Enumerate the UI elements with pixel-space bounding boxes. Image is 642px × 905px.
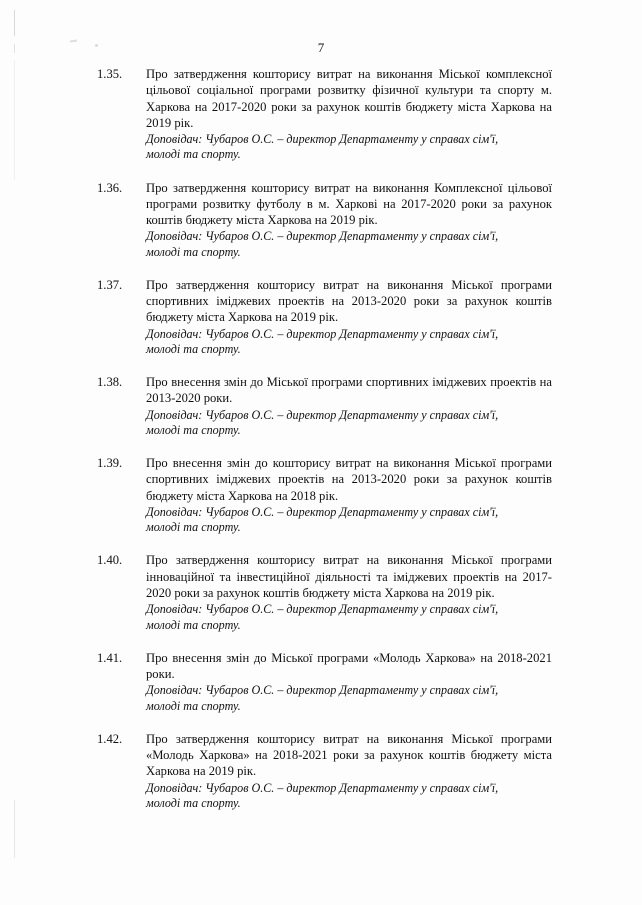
agenda-item-body [146,552,552,632]
agenda-item [97,180,552,260]
agenda-item-number: 1.36. [97,180,123,195]
speaker-line-2: молоді та спорту. [146,698,241,713]
agenda-item-number: 1.41. [97,650,123,665]
agenda-item [97,552,552,632]
agenda-item-speaker [146,781,552,811]
agenda-item [97,455,552,535]
speaker-line-1: Доповідач: Чубаров О.С. – директор Департаменту у справах сім'ї, [146,780,499,795]
speaker-line-1: Доповідач: Чубаров О.С. – директор Департаменту у справах сім'ї, [146,229,499,244]
speaker-line-1: Доповідач: Чубаров О.С. – директор Департаменту у справах сім'ї, [146,602,499,617]
agenda-item-text: Про затвердження кошторису витрат на виконання Міської програми інноваційної та інвестиційної діяльності та іміджевих проектів на 2017-2020 роки за рахунок коштів бюджету міста Харкова на 2019 рік. [146,553,552,601]
agenda-item-text: Про затвердження кошторису витрат на виконання Міської програми «Молодь Харкова» на 2018-2021 роки за рахунок коштів бюджету міста Харкова на 2019 рік. [146,731,552,779]
speaker-line-1: Доповідач: Чубаров О.С. – директор Департаменту у справах сім'ї, [146,505,499,520]
agenda-item-body [146,650,552,714]
agenda-item [97,650,552,714]
agenda-item-body [146,731,552,811]
speaker-line-1: Доповідач: Чубаров О.С. – директор Департаменту у справах сім'ї, [146,326,499,341]
agenda-item-body [146,455,552,535]
agenda-item [97,277,552,357]
agenda-item-text: Про затвердження кошторису витрат на виконання Міської комплексної цільової соціальної програми розвитку фізичної культури та спорту м. Харкова на 2017-2020 роки за рахунок коштів бюджету міста Харкова на 2019 рік. [146,67,552,130]
speaker-line-2: молоді та спорту. [146,520,241,535]
speaker-line-1: Доповідач: Чубаров О.С. – директор Департаменту у справах сім'ї, [146,407,499,422]
agenda-item-number: 1.37. [97,277,123,292]
agenda-item-body [146,277,552,357]
agenda-item-text: Про внесення змін до кошторису витрат на виконання Міської програми спортивних іміджевих проектів на 2013-2020 роки за рахунок коштів бюджету міста Харкова на 2018 рік. [146,456,552,503]
agenda-item-number: 1.40. [97,553,123,568]
speaker-line-2: молоді та спорту. [146,147,241,162]
agenda-item-speaker [146,408,552,438]
speaker-line-2: молоді та спорту. [146,244,241,259]
scan-artifact [14,800,15,858]
agenda-item-body [146,66,552,163]
agenda-item [97,66,552,163]
speaker-line-1: Доповідач: Чубаров О.С. – директор Департаменту у справах сім'ї, [146,132,499,147]
agenda-item-speaker [146,229,552,259]
agenda-item-speaker [146,602,552,632]
agenda-item-text: Про затвердження кошторису витрат на виконання Міської програми спортивних іміджевих проектів на 2013-2020 роки за рахунок коштів бюджету міста Харкова на 2019 рік. [146,277,552,325]
page-number: 7 [317,40,325,55]
agenda-item-text: Про внесення змін до Міської програми спортивних іміджевих проектів на 2013-2020 роки. [146,375,552,406]
agenda-item [97,731,552,811]
agenda-item-speaker [146,683,552,713]
agenda-item-text: Про внесення змін до Міської програми «Молодь Харкова» на 2018-2021 роки. [146,650,552,682]
agenda-item-body [146,374,552,438]
speaker-line-2: молоді та спорту. [146,422,241,437]
agenda-item-number: 1.42. [97,731,123,746]
agenda-item-speaker [146,327,552,357]
speaker-line-2: молоді та спорту. [146,341,241,356]
scan-artifact [14,10,15,36]
agenda-item-number: 1.39. [97,456,123,471]
agenda-item-number: 1.35. [97,67,123,81]
agenda-item-body [146,180,552,260]
scan-artifact [14,60,15,180]
agenda-item-text: Про затвердження кошторису витрат на виконання Комплексної цільової програми розвитку футболу в м. Харкові на 2017-2020 роки за рахунок коштів бюджету міста Харкова на 2019 рік. [146,180,552,228]
speaker-line-2: молоді та спорту. [146,617,241,632]
agenda-list [97,66,552,828]
agenda-item-speaker [146,132,552,162]
agenda-item [97,374,552,438]
agenda-item-number: 1.38. [97,375,123,390]
speaker-line-1: Доповідач: Чубаров О.С. – директор Департаменту у справах сім'ї, [146,683,499,698]
agenda-item-speaker [146,505,552,535]
speaker-line-2: молоді та спорту. [146,795,241,810]
